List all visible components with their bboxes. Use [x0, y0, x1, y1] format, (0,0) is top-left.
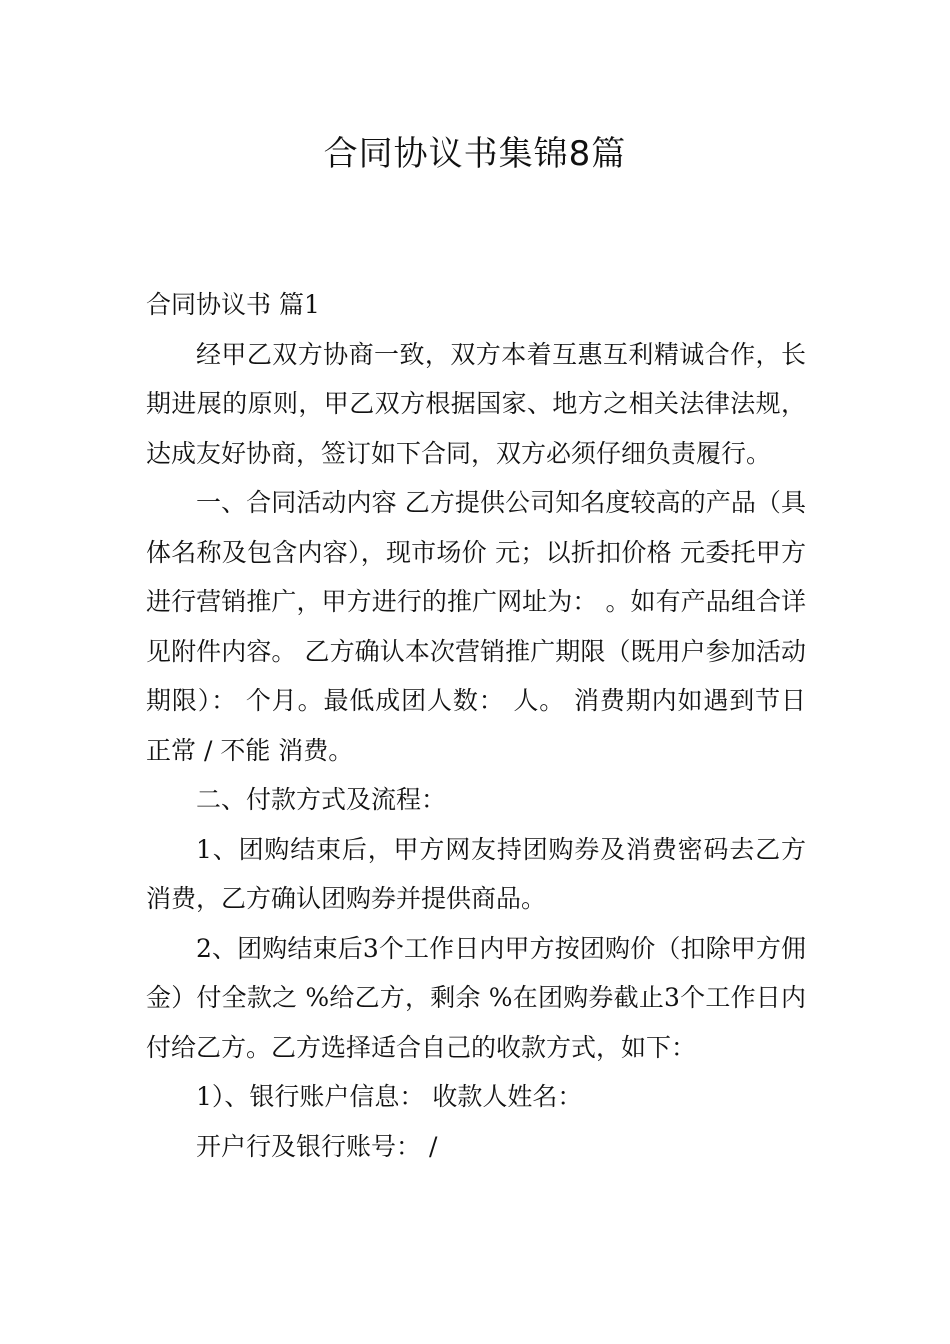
paragraph-intro: 经甲乙双方协商一致，双方本着互惠互利精诚合作，长期进展的原则，甲乙双方根据国家、地方之相关法律法规，达成友好协商，签订如下合同，双方必须仔细负责履行。 — [146, 339, 806, 468]
paragraph-clause-1: 一、合同活动内容 乙方提供公司知名度较高的产品（具体名称及包含内容），现市场价 元；以折扣价格 元委托甲方进行营销推广，甲方进行的推广网址为： 。如有产品组合详见附件内容。 乙方确认本次营销推广期限（既用户参加活动期限）： 个月。最低成团人数： 人。 消费期内如遇到节日 正常 / 不能 消费。 — [146, 488, 806, 765]
document-title: 合同协议书集锦8篇 — [323, 134, 627, 174]
document-body — [146, 280, 806, 1171]
paragraph-clause-2-item-2: 2、团购结束后3个工作日内甲方按团购价（扣除甲方佣金）付全款之 %给乙方，剩余 %在团购券截止3个工作日内付给乙方。乙方选择适合自己的收款方式，如下： — [146, 933, 806, 1062]
paragraph-clause-2-item-1: 1、团购结束后，甲方网友持团购券及消费密码去乙方消费，乙方确认团购券并提供商品。 — [146, 834, 806, 913]
section-heading: 合同协议书 篇1 — [146, 290, 320, 319]
paragraph-bank-info: 1）、银行账户信息： 收款人姓名： — [196, 1082, 583, 1111]
paragraph-clause-2-heading: 二、付款方式及流程： — [196, 785, 447, 814]
paragraph-bank-account: 开户行及银行账号： / — [196, 1131, 438, 1161]
